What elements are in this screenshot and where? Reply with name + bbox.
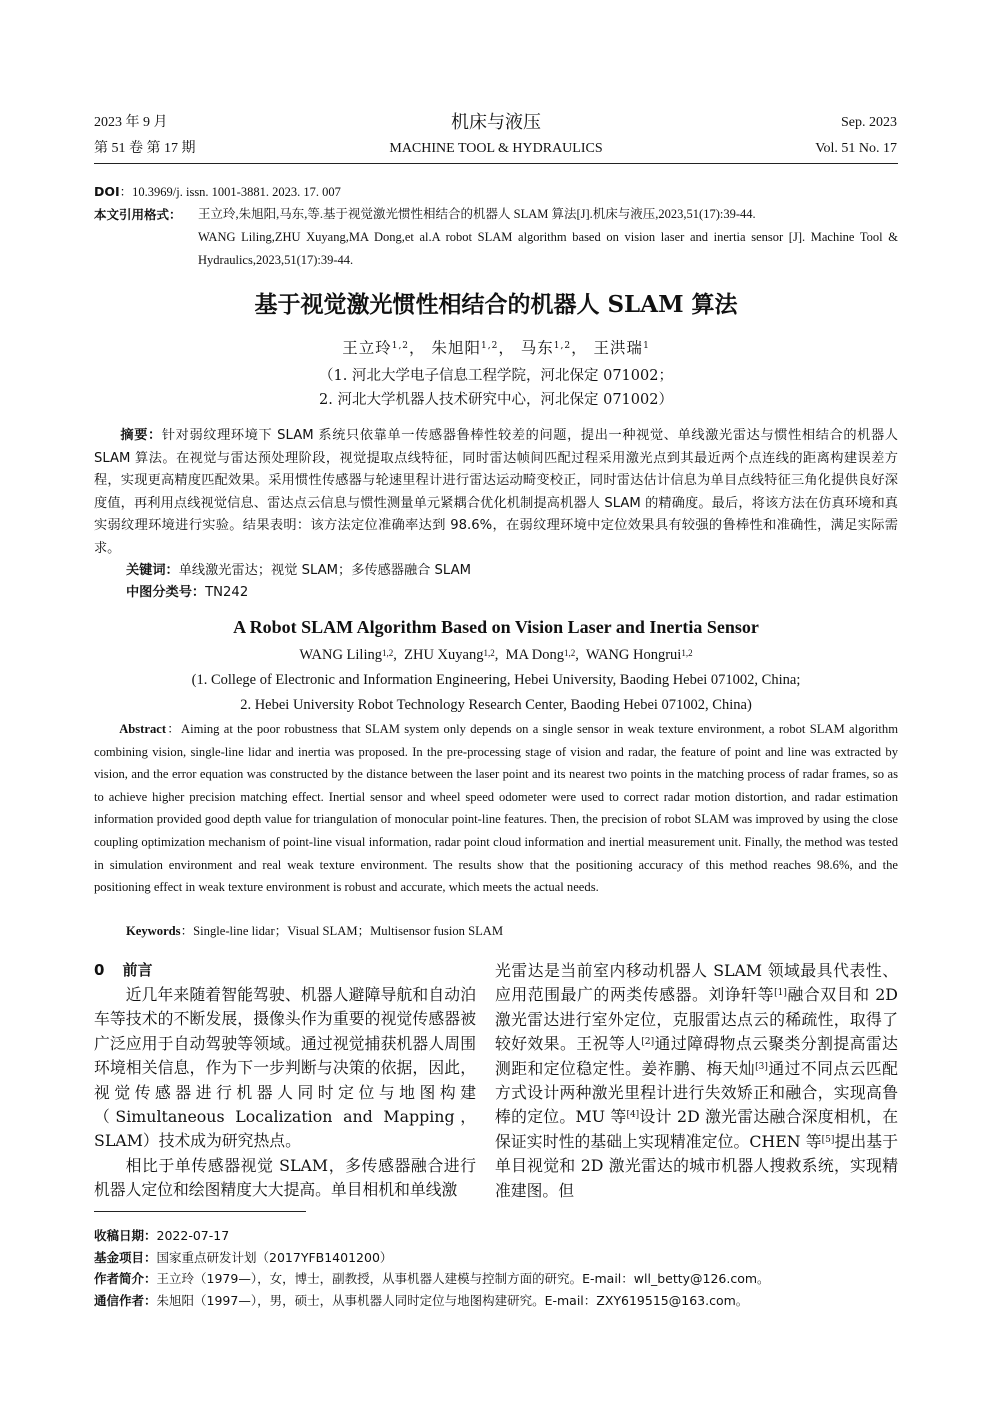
- affiliation-cn: 2. 河北大学机器人技术研究中心，河北保定 071002）: [319, 392, 673, 408]
- text: 提出基于单目视觉和 2D 激光雷达的城市机器人搜救系统，实现精准建图。但: [495, 1131, 898, 1200]
- footnote-rule: [94, 1211, 306, 1212]
- authors-cn: 王立玲$^{1,2}$， 朱旭阳$^{1,2}$， 马东$^{1,2}$， 王洪瑞$^1$: [342, 339, 650, 357]
- footnote-text: 朱旭阳（1997—），男，硕士，从事机器人同时定位与地图构建研究。E-mail：ZXY619515@163.com。: [156, 1292, 749, 1308]
- keywords-cn-text: 单线激光雷达；视觉 SLAM；多传感器融合 SLAM: [178, 563, 471, 578]
- journal-name-en: MACHINE TOOL & HYDRAULICS: [389, 141, 603, 156]
- section-number: 0: [94, 961, 105, 979]
- header-issue-en: Vol. 51 No. 17: [815, 141, 897, 156]
- citation-en: WANG Liling,ZHU Xuyang,MA Dong,et al.A robot SLAM algorithm based on vision laser and inertia sensor [J]. Machine Tool & Hydraulics,2023,51(17):39-44.: [198, 230, 898, 267]
- text: 设计 2D 激光雷达融合深度相机，在保证实时性的基础上实现精准定位。CHEN 等: [495, 1107, 898, 1151]
- author: 朱旭阳: [431, 339, 481, 357]
- keywords-cn-label: 关键词：: [126, 563, 179, 578]
- left-column: [94, 983, 476, 1203]
- text: 融合双目和 2D 激光雷达进行室外定位，克服雷达点云的稀疏性，取得了较好效果。王祝等人: [495, 985, 898, 1054]
- reference-link[interactable]: [4]: [626, 1110, 640, 1121]
- author-affiliation: 1,2: [681, 648, 693, 658]
- affiliations-en: [0, 668, 992, 717]
- footnote-text: 王立玲（1979—），女，博士，副教授，从事机器人建模与控制方面的研究。E-mail：wll_betty@126.com。: [156, 1271, 770, 1287]
- right-column: [495, 959, 898, 1203]
- author: 王洪瑞: [593, 339, 644, 357]
- clc-value: TN242: [205, 585, 249, 600]
- header-date-en: Sep. 2023: [841, 115, 897, 130]
- text: 通过不同点云匹配方式设计两种激光里程计进行失效矫正和融合，实现高鲁棒的定位。MU 等: [495, 1058, 898, 1127]
- paragraph: 近几年来随着智能驾驶、机器人避障导航和自动泊车等技术的不断发展，摄像头作为重要的视觉传感器被广泛应用于自动驾驶等领域。通过视觉捕获机器人周围环境相关信息，作为下一步判断与决策的依据，因此，视觉传感器进行机器人同时定位与地图构建（Simultaneous Localization and Mapping，SLAM）技术成为研究热点。: [94, 985, 476, 1151]
- footnote-label: 作者简介：: [94, 1271, 157, 1287]
- author-affiliation: 1,2: [553, 341, 572, 351]
- affiliations-cn: [0, 364, 992, 412]
- author: 马东: [520, 339, 554, 357]
- citation-cn: 王立玲,朱旭阳,马东,等.基于视觉激光惯性相结合的机器人 SLAM 算法[J].机床与液压,2023,51(17):39-44.: [198, 207, 756, 221]
- paragraph: [495, 959, 898, 1203]
- footnote-label: 基金项目：: [94, 1249, 157, 1265]
- reference-link[interactable]: [3]: [755, 1061, 768, 1072]
- author-affiliation: 1,2: [481, 341, 499, 351]
- footnote-corresponding: [94, 1290, 898, 1312]
- footnote-fund: [94, 1247, 898, 1269]
- author: MA Dong: [505, 647, 564, 663]
- author: WANG Hongrui: [585, 647, 682, 663]
- abstract-en: [94, 718, 898, 899]
- authors-en: WANG Liling$^{1,2}$, ZHU Xuyang$^{1,2}$, MA Dong$^{1,2}$, WANG Hongrui$^{1,2}$: [299, 647, 693, 663]
- doi-label: DOI: [94, 184, 120, 199]
- clc-number: [126, 582, 248, 605]
- reference-link[interactable]: [5]: [821, 1134, 835, 1145]
- keywords-cn: [126, 560, 471, 583]
- footnote-author: [94, 1268, 898, 1290]
- section-heading: [94, 959, 152, 980]
- header-date-cn: 2023 年 9 月: [94, 115, 168, 130]
- abstract-cn-label: 摘要：: [120, 428, 162, 443]
- footnote-text: 2022-07-17: [156, 1228, 230, 1243]
- paper-title-cn: 基于视觉激光惯性相结合的机器人 SLAM 算法: [254, 291, 738, 318]
- header-issue-cn: 第 51 卷 第 17 期: [94, 141, 196, 156]
- keywords-en: [126, 920, 503, 943]
- doi-line: [94, 180, 341, 204]
- affiliation-en: 2. Hebei University Robot Technology Research Center, Baoding Hebei 071002, China): [240, 696, 752, 713]
- abstract-cn: [94, 425, 898, 561]
- footnote-label: 通信作者：: [94, 1292, 157, 1308]
- paragraph: 相比于单传感器视觉 SLAM，多传感器融合进行机器人定位和绘图精度大大提高。单目相机和单线激: [94, 1155, 476, 1200]
- paper-title-en: A Robot SLAM Algorithm Based on Vision Laser and Inertia Sensor: [233, 617, 759, 637]
- keywords-en-text: ：Single-line lidar；Visual SLAM；Multisensor fusion SLAM: [180, 924, 504, 938]
- text: 光雷达是当前室内移动机器人 SLAM 领域最具代表性、应用范围最广的两类传感器。刘诤轩等: [495, 961, 898, 1005]
- author: ZHU Xuyang: [404, 647, 484, 663]
- affiliation-en: (1. College of Electronic and Information Engineering, Hebei University, Baoding Hebei 071002, China;: [191, 672, 801, 688]
- header-rule: [94, 163, 898, 164]
- footnotes: [94, 1225, 898, 1311]
- author-affiliation: 1,2: [381, 648, 394, 658]
- citation: [94, 203, 898, 272]
- footnote-text: 国家重点研发计划（2017YFB1401200）: [156, 1249, 393, 1265]
- author-affiliation: 1: [643, 341, 650, 351]
- clc-label: 中图分类号：: [126, 585, 206, 600]
- reference-link[interactable]: [1]: [774, 988, 787, 999]
- header-right: [815, 110, 897, 162]
- footnote-received: [94, 1225, 898, 1247]
- author-affiliation: 1,2: [564, 648, 576, 658]
- footnote-label: 收稿日期：: [94, 1228, 157, 1243]
- affiliation-cn: （1. 河北大学电子信息工程学院，河北保定 071002；: [319, 368, 673, 384]
- citation-label: 本文引用格式：: [94, 207, 182, 222]
- section-title: 前言: [122, 961, 153, 979]
- keywords-en-label: Keywords: [126, 924, 181, 938]
- text: 通过障碍物点云聚类分割提高雷达测距和定位稳定性。姜祚鹏、梅天灿: [495, 1034, 898, 1078]
- abstract-cn-text: 针对弱纹理环境下 SLAM 系统只依靠单一传感器鲁棒性较差的问题，提出一种视觉、单线激光雷达与惯性相结合的机器人 SLAM 算法。在视觉与雷达预处理阶段，视觉提取点线特征，同时雷达帧间匹配过程采用激光点到其最近两个点连线的距离构建误差方程，实现更高精度匹配效果。采用惯性传感器与轮速里程计进行雷达运动畸变校正，同时雷达估计信息为单目点线特征三角化提供良好深度值，再利用点线视觉信息、雷达点云信息与惯性测量单元紧耦合优化机制提高机器人 SLAM 的精确度。最后，将该方法在仿真环境和真实弱纹理环境进行实验。结果表明：该方法定位准确率达到 98.6%，在弱纹理环境中定位效果具有较强的鲁棒性和准确性，满足实际需求。: [94, 428, 898, 556]
- abstract-en-label: Abstract: [119, 722, 167, 736]
- journal-name-cn: 机床与液压: [451, 112, 541, 133]
- author-affiliation: 1,2: [483, 648, 495, 658]
- author-affiliation: 1,2: [391, 341, 410, 351]
- doi-value[interactable]: ：10.3969/j. issn. 1001-3881. 2023. 17. 007: [119, 185, 341, 199]
- reference-link[interactable]: [2]: [641, 1037, 655, 1048]
- author: WANG Liling: [299, 647, 382, 663]
- abstract-en-text: ：Aiming at the poor robustness that SLAM system only depends on a single sensor in weak texture environment, a robot SLAM algorithm combining vision, single-line lidar and inertia was proposed. In the pre-processing stage of vision and radar, the feature of point and line was extracted by vision, and the error equation was constructed by the distance between the laser point and its nearest two points in the matching process of radar frames, so as to achieve higher precision matching effect. Inertial sensor and wheel speed odometer were used to correct radar motion distortion, and radar estimation information provided good depth value for triangulation of monocular point-line features. Then, the precision of robot SLAM was improved by using the close coupling optimization mechanism of point-line visual information, radar point cloud information and inertial measurement unit. Finally, the method was tested in simulation environment and real weak texture environment. The results show that the positioning accuracy of this method reaches 98.6%, and the positioning effect in weak texture environment is robust and accurate, which meets the actual needs.: [94, 722, 898, 895]
- author: 王立玲: [342, 339, 392, 357]
